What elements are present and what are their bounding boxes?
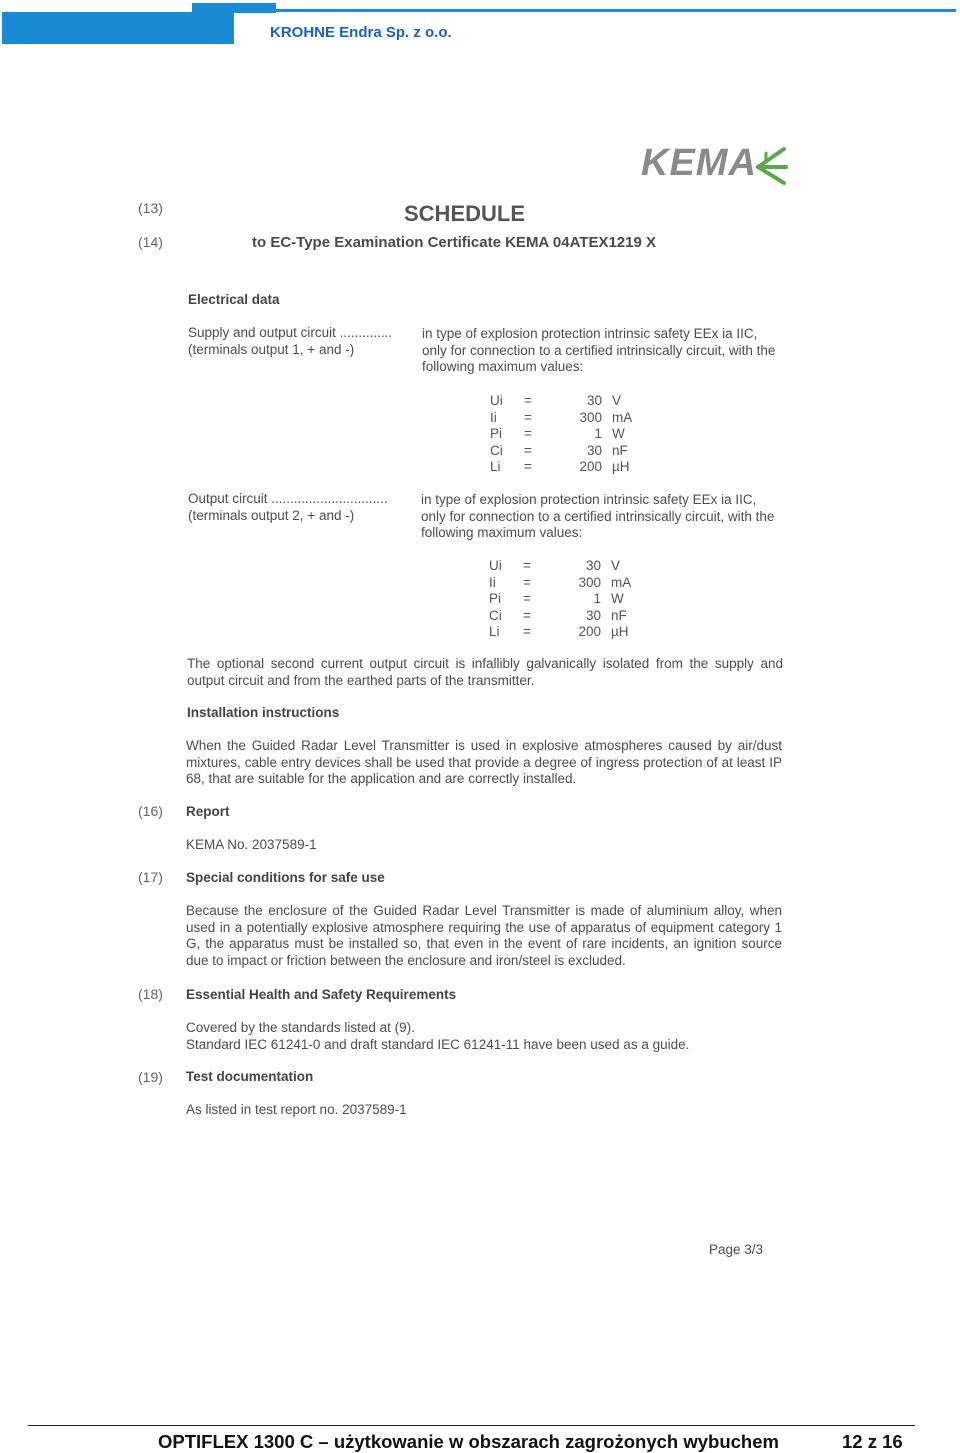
value-unit: mA bbox=[611, 574, 632, 590]
output-circuit-terminals: (terminals output 2, + and -) bbox=[188, 508, 355, 523]
value-row bbox=[490, 410, 632, 427]
header-blue-block bbox=[2, 12, 234, 44]
value-equals: = bbox=[523, 591, 531, 606]
isolation-note: The optional second current output circuit is infallibly galvanically isolated from the supply and output circuit and from the earthed parts of the transmitter. bbox=[187, 656, 783, 688]
value-unit: mA bbox=[612, 409, 633, 425]
value-number: 30 bbox=[585, 558, 601, 573]
test-documentation-heading: Test documentation bbox=[186, 1069, 314, 1084]
value-symbol: Li bbox=[489, 624, 500, 639]
value-equals: = bbox=[524, 459, 532, 474]
value-symbol: Pi bbox=[489, 591, 502, 606]
schedule-title: SCHEDULE bbox=[404, 201, 526, 226]
value-number: 30 bbox=[585, 607, 601, 623]
footer-title: OPTIFLEX 1300 C – użytkowanie w obszarach zagrożonych wybuchem bbox=[158, 1431, 779, 1452]
value-equals: = bbox=[523, 574, 531, 590]
supply-circuit-terminals: (terminals output 1, + and -) bbox=[188, 342, 355, 357]
section-number-17: (17) bbox=[138, 869, 163, 885]
value-equals: = bbox=[524, 393, 532, 408]
section-number-13: (13) bbox=[138, 200, 163, 216]
value-symbol: Ui bbox=[490, 393, 503, 408]
value-number: 300 bbox=[578, 574, 601, 590]
value-equals: = bbox=[523, 558, 531, 573]
value-unit: µH bbox=[612, 459, 630, 474]
value-unit: µH bbox=[611, 624, 629, 639]
supply-values-table bbox=[490, 393, 632, 476]
ehsr-text-iec: Standard IEC 61241-0 and draft standard IEC 61241-11 have been used as a guide. bbox=[186, 1037, 690, 1052]
output-circuit-description: in type of explosion protection intrinsic safety EEx ia IIC, only for connection to a certified intrinsically circuit, with the following maximum values: bbox=[421, 492, 775, 540]
installation-heading: Installation instructions bbox=[187, 705, 340, 720]
value-symbol: Ii bbox=[489, 574, 496, 590]
report-number: KEMA No. 2037589-1 bbox=[186, 837, 317, 852]
value-number: 300 bbox=[579, 409, 602, 425]
value-row bbox=[489, 624, 631, 641]
value-equals: = bbox=[524, 426, 532, 441]
value-row bbox=[489, 591, 631, 608]
value-equals: = bbox=[524, 442, 532, 458]
ehsr-heading: Essential Health and Safety Requirements bbox=[186, 987, 457, 1002]
certificate-subtitle: to EC-Type Examination Certificate KEMA 04ATEX1219 X bbox=[252, 234, 656, 251]
value-number: 200 bbox=[579, 459, 602, 474]
supply-circuit-description: in type of explosion protection intrinsic safety EEx ia IIC, only for connection to a certified intrinsically circuit, with the following maximum values: bbox=[422, 326, 776, 374]
value-row bbox=[489, 575, 631, 592]
value-number: 1 bbox=[593, 591, 601, 606]
value-unit: V bbox=[611, 558, 621, 573]
report-heading: Report bbox=[186, 804, 230, 819]
value-number: 1 bbox=[594, 426, 602, 441]
ehsr-text-standards: Covered by the standards listed at (9). bbox=[186, 1020, 415, 1035]
value-row bbox=[490, 443, 632, 460]
section-number-19: (19) bbox=[138, 1069, 163, 1085]
value-unit: nF bbox=[611, 607, 627, 623]
value-unit: W bbox=[611, 591, 624, 606]
installation-text: When the Guided Radar Level Transmitter is used in explosive atmospheres caused by air/dust mixtures, cable entry devices shall be used that provide a degree of ingress protection of at least IP 68, that are suitable for the application and are correctly installed. bbox=[186, 738, 782, 786]
kema-logo bbox=[641, 142, 791, 188]
value-symbol: Ii bbox=[490, 409, 497, 425]
value-row bbox=[490, 459, 632, 476]
value-row bbox=[490, 426, 632, 443]
value-symbol: Ci bbox=[489, 607, 502, 623]
value-number: 30 bbox=[586, 442, 602, 458]
value-number: 30 bbox=[586, 393, 602, 408]
kema-logo-text: KEMA bbox=[641, 142, 757, 184]
section-number-16: (16) bbox=[138, 803, 163, 819]
value-symbol: Pi bbox=[490, 426, 503, 441]
special-conditions-text: Because the enclosure of the Guided Radar Level Transmitter is made of aluminium alloy, when used in a potentially explosive atmosphere requiring the use of apparatus of equipment category 1 G, the apparatus must be installed so, that even in the event of rare incidents, an ignition source due to impact or friction between the enclosure and iron/steel is excluded. bbox=[186, 903, 782, 968]
value-symbol: Ci bbox=[490, 442, 503, 458]
header-rule bbox=[234, 9, 956, 12]
value-unit: W bbox=[612, 426, 625, 441]
value-row bbox=[490, 393, 632, 410]
supply-circuit-label: Supply and output circuit .............. bbox=[188, 325, 393, 340]
test-documentation-text: As listed in test report no. 2037589-1 bbox=[186, 1102, 407, 1117]
value-number: 200 bbox=[578, 624, 601, 639]
value-symbol: Li bbox=[490, 459, 501, 474]
output-circuit-label: Output circuit ............................... bbox=[188, 491, 388, 506]
special-conditions-heading: Special conditions for safe use bbox=[186, 870, 385, 885]
value-equals: = bbox=[523, 624, 531, 639]
section-number-14: (14) bbox=[138, 234, 163, 250]
footer-page-count: 12 z 16 bbox=[842, 1431, 903, 1452]
electrical-data-heading: Electrical data bbox=[188, 292, 280, 307]
section-number-18: (18) bbox=[138, 986, 163, 1002]
value-unit: V bbox=[612, 393, 622, 408]
value-row bbox=[489, 558, 631, 575]
value-equals: = bbox=[524, 409, 532, 425]
kema-mark-icon bbox=[754, 143, 792, 187]
value-symbol: Ui bbox=[489, 558, 502, 573]
value-equals: = bbox=[523, 607, 531, 623]
output-values-table bbox=[489, 558, 631, 641]
value-unit: nF bbox=[612, 442, 628, 458]
value-row bbox=[489, 608, 631, 625]
document-page-number: Page 3/3 bbox=[709, 1242, 764, 1257]
company-name: KROHNE Endra Sp. z o.o. bbox=[270, 24, 452, 41]
footer-rule bbox=[28, 1425, 915, 1426]
